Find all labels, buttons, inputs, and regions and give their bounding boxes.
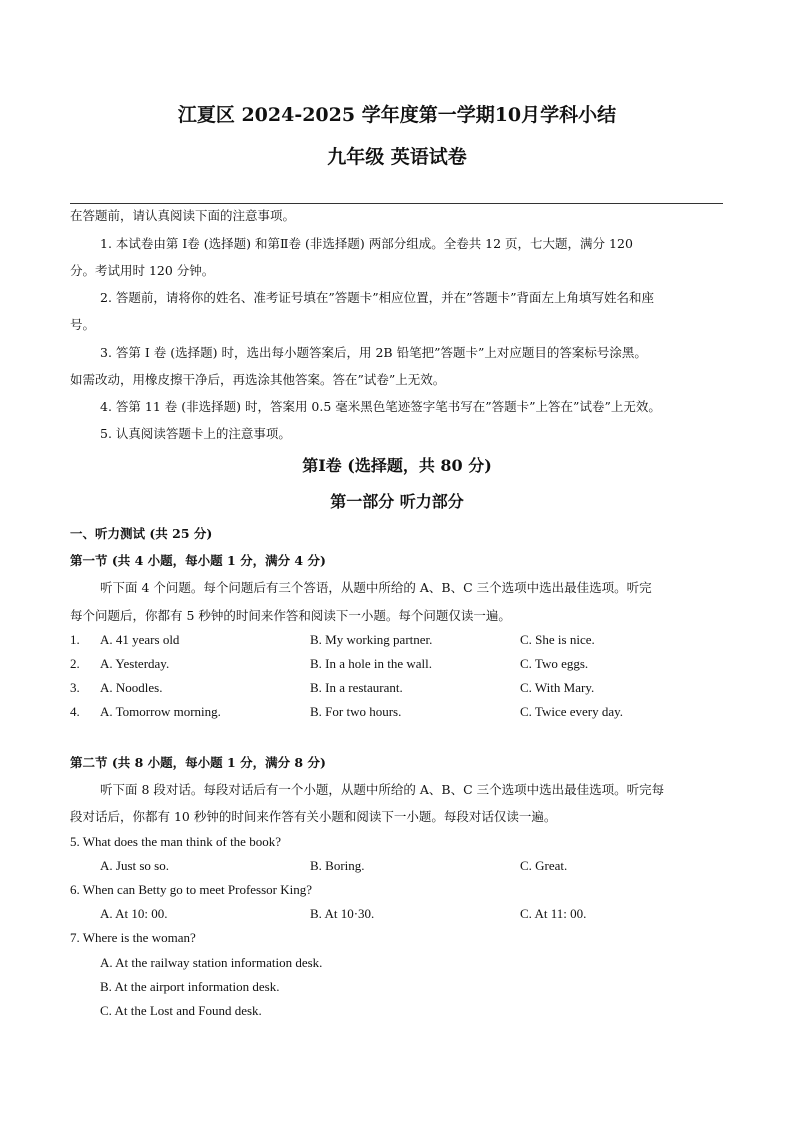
notice-item-2a: 2. 答题前，请将你的姓名、准考证号填在”答题卡”相应位置，并在”答题卡”背面左上角填写姓名和座 bbox=[100, 290, 654, 305]
notice-item-1b: 分。考试用时 120 分钟。 bbox=[70, 263, 215, 278]
volume-title: 第Ⅰ卷 (选择题，共 80 分) bbox=[302, 456, 492, 475]
question-6-stem: 6. When can Betty go to meet Professor King? bbox=[70, 882, 313, 897]
question-number: 3. bbox=[70, 680, 80, 695]
option-b: B. Boring. bbox=[310, 858, 365, 873]
notice-item-1a: 1. 本试卷由第 Ⅰ卷 (选择题) 和第Ⅱ卷 (非选择题) 两部分组成。全卷共 12 页，七大题，满分 120 bbox=[100, 236, 633, 251]
option-c: C. Two eggs. bbox=[520, 656, 589, 671]
option-c: C. Great. bbox=[520, 858, 568, 873]
question-number: 1. bbox=[70, 632, 80, 647]
option-a: A. At the railway station information desk. bbox=[100, 955, 323, 970]
question-number: 2. bbox=[70, 656, 80, 671]
option-b: B. My working partner. bbox=[310, 632, 433, 647]
option-a: A. Tomorrow morning. bbox=[100, 704, 221, 719]
section2-heading: 第二节 (共 8 小题，每小题 1 分，满分 8 分) bbox=[70, 755, 326, 770]
option-c: C. She is nice. bbox=[520, 632, 595, 647]
option-b: B. In a hole in the wall. bbox=[310, 656, 433, 671]
section1-heading: 第一节 (共 4 小题，每小题 1 分，满分 4 分) bbox=[70, 553, 326, 568]
option-b: B. At the airport information desk. bbox=[100, 979, 280, 994]
option-a: A. 41 years old bbox=[100, 632, 180, 647]
question-number: 4. bbox=[70, 704, 80, 719]
notice-item-2b: 号。 bbox=[70, 317, 96, 332]
section1-instructions-b: 每个问题后，你都有 5 秒钟的时间来作答和阅读下一小题。每个问题仅读一遍。 bbox=[70, 608, 511, 623]
question-7-stem: 7. Where is the woman? bbox=[70, 930, 196, 945]
notice-item-5: 5. 认真阅读答题卡上的注意事项。 bbox=[100, 426, 291, 441]
section2-instructions-b: 段对话后，你都有 10 秒钟的时间来作答有关小题和阅读下一小题。每段对话仅读一遍。 bbox=[70, 809, 557, 824]
option-b: B. At 10·30. bbox=[310, 906, 375, 921]
exam-subtitle: 九年级 英语试卷 bbox=[327, 146, 467, 168]
option-b: B. In a restaurant. bbox=[310, 680, 403, 695]
option-a: A. At 10: 00. bbox=[100, 906, 168, 921]
option-c: C. At the Lost and Found desk. bbox=[100, 1003, 262, 1018]
option-b: B. For two hours. bbox=[310, 704, 402, 719]
section1-instructions-a: 听下面 4 个问题。每个问题后有三个答语，从题中所给的 A、B、C 三个选项中选出最佳选项。听完 bbox=[100, 580, 652, 595]
exam-title: 江夏区 2024-2025 学年度第一学期10月学科小结 bbox=[177, 104, 617, 126]
header-divider bbox=[70, 203, 723, 204]
option-a: A. Noodles. bbox=[100, 680, 163, 695]
option-c: C. At 11: 00. bbox=[520, 906, 587, 921]
part-title: 第一部分 听力部分 bbox=[330, 492, 464, 511]
notice-item-3a: 3. 答第 Ⅰ 卷 (选择题) 时，选出每小题答案后，用 2B 铅笔把”答题卡”上对应题目的答案标号涂黑。 bbox=[100, 345, 647, 360]
listening-heading: 一、听力测试 (共 25 分) bbox=[70, 526, 213, 541]
option-c: C. With Mary. bbox=[520, 680, 595, 695]
option-a: A. Just so so. bbox=[100, 858, 169, 873]
notice-intro: 在答题前，请认真阅读下面的注意事项。 bbox=[70, 208, 296, 223]
option-a: A. Yesterday. bbox=[100, 656, 170, 671]
option-c: C. Twice every day. bbox=[520, 704, 624, 719]
question-5-stem: 5. What does the man think of the book? bbox=[70, 834, 281, 849]
notice-item-3b: 如需改动，用橡皮擦干净后，再选涂其他答案。答在”试卷”上无效。 bbox=[70, 372, 446, 387]
section2-instructions-a: 听下面 8 段对话。每段对话后有一个小题，从题中所给的 A、B、C 三个选项中选出最佳选项。听完每 bbox=[100, 782, 665, 797]
notice-item-4: 4. 答第 11 卷 (非选择题) 时，答案用 0.5 毫米黑色笔迹签字笔书写在”答题卡”上答在”试卷”上无效。 bbox=[100, 399, 661, 414]
